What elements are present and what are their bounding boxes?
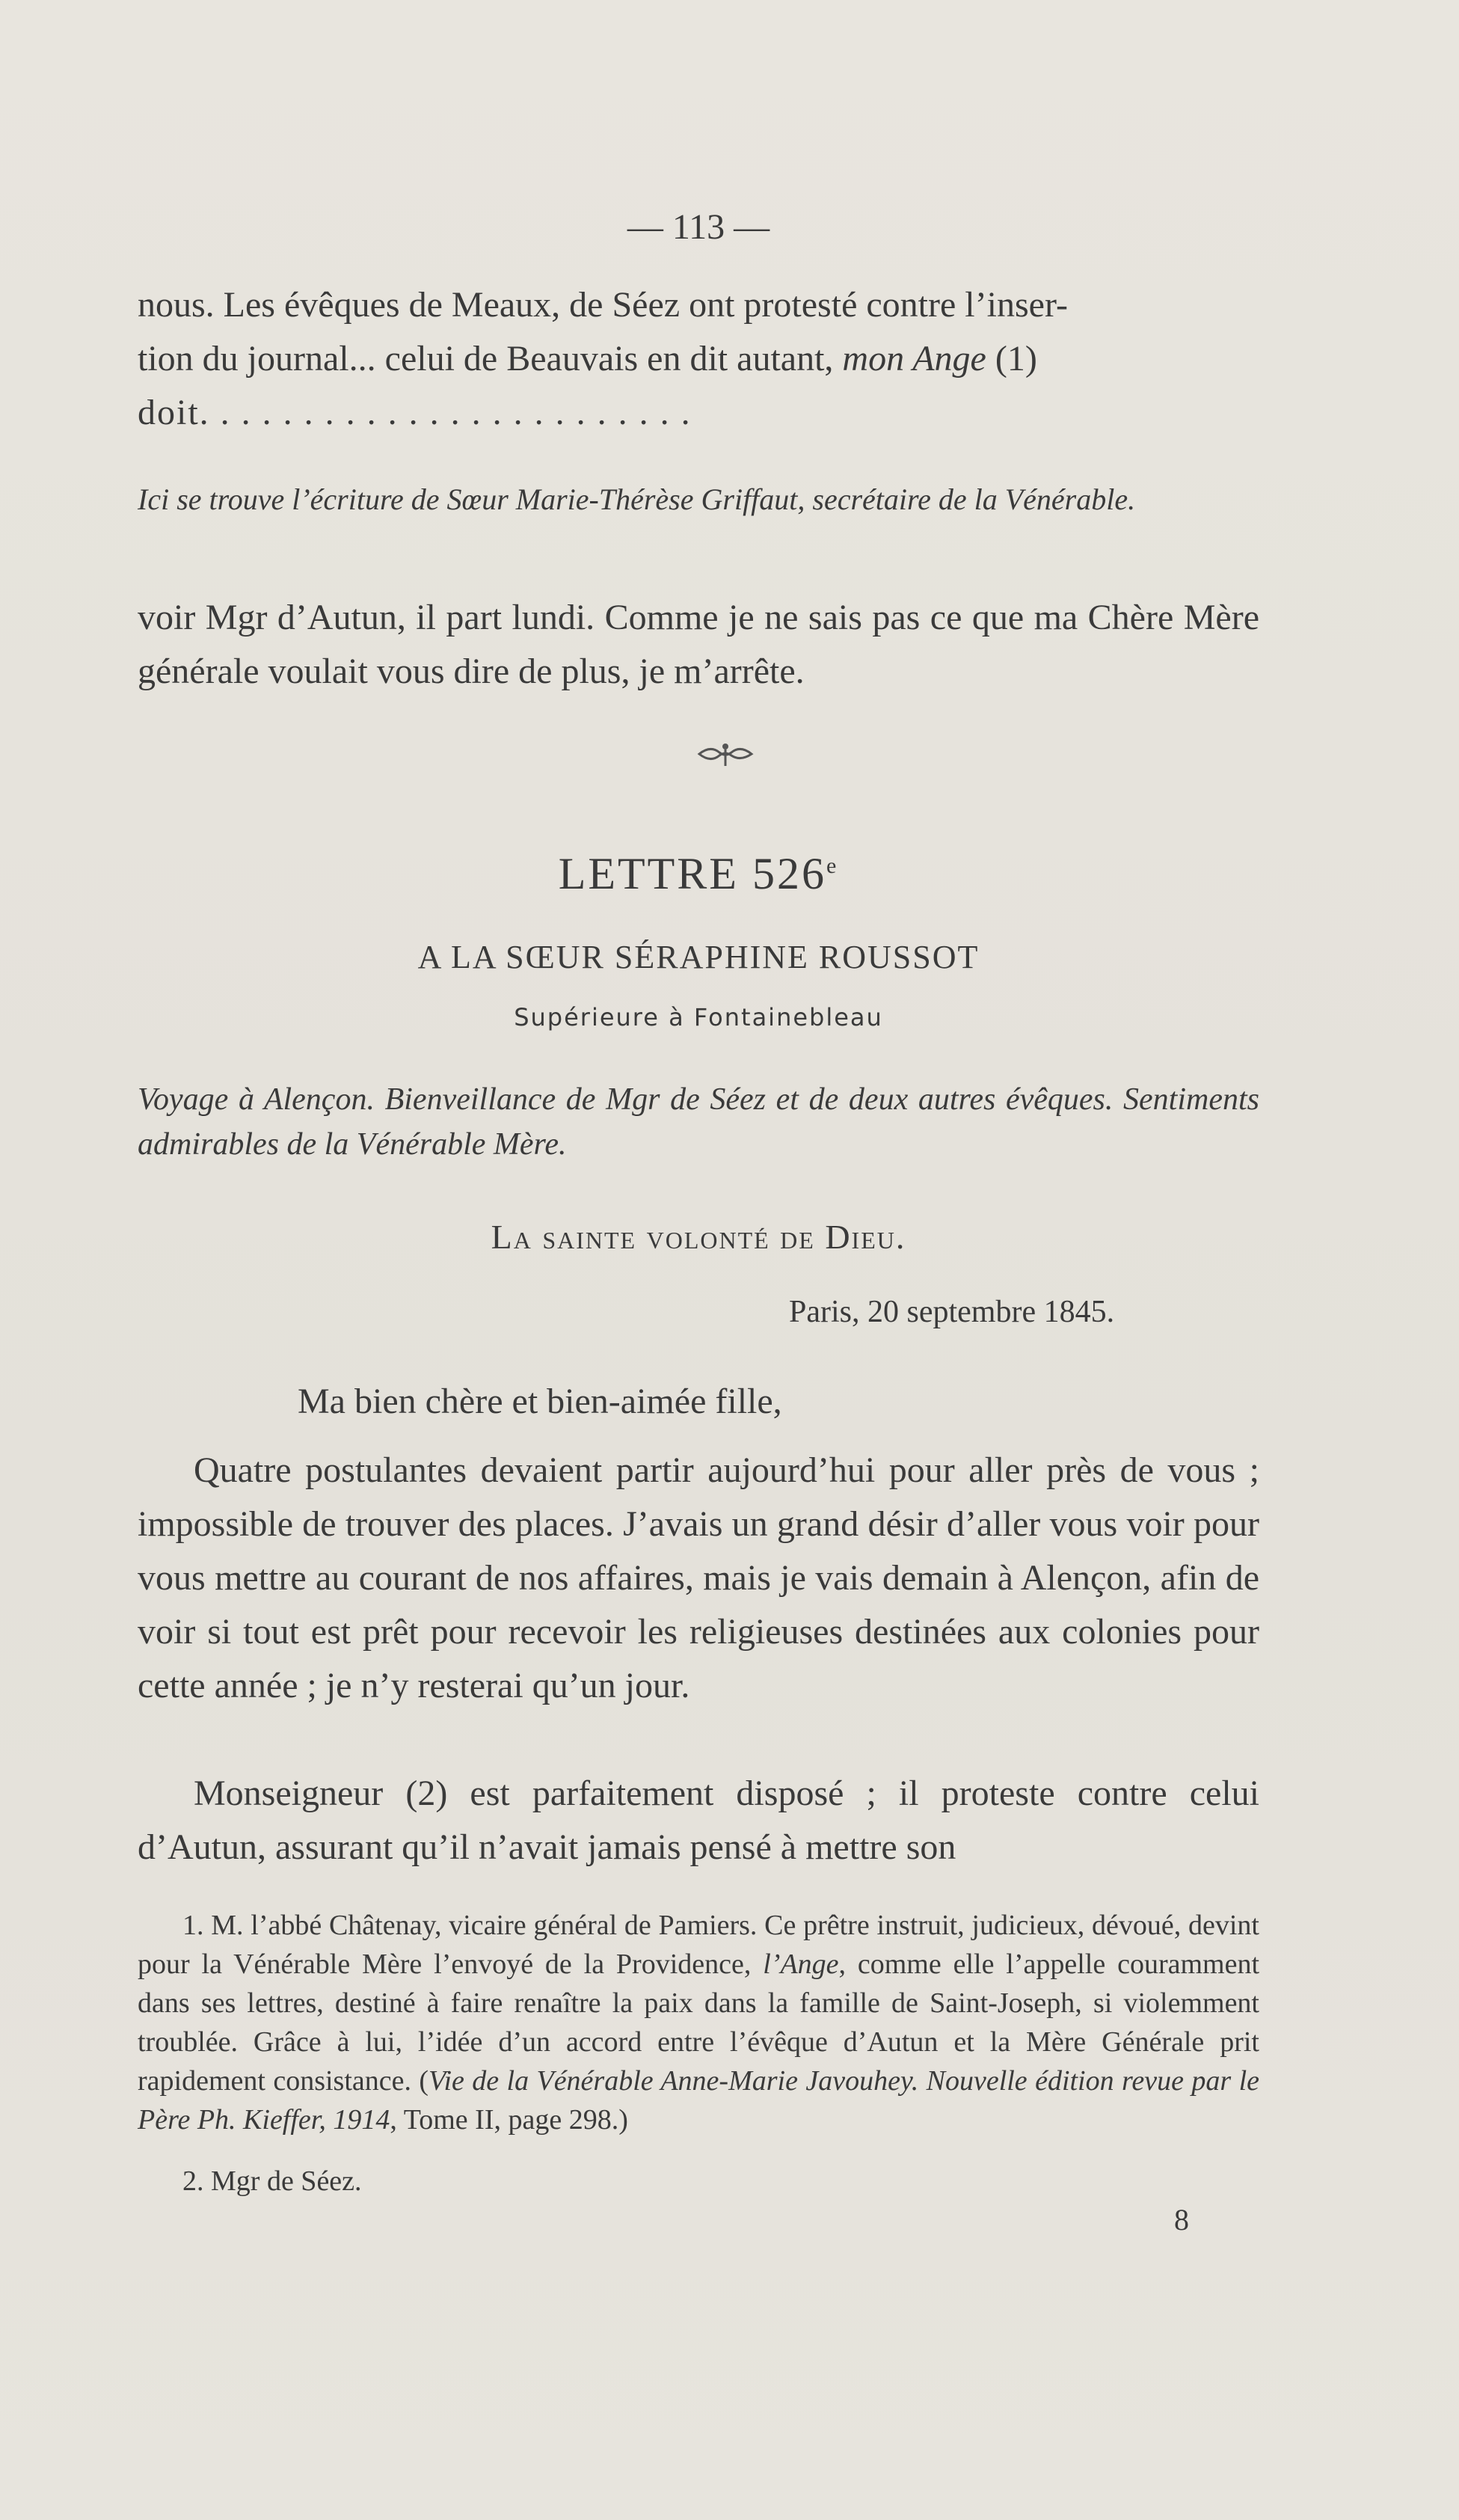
footnote-2: 2. Mgr de Séez. — [182, 2165, 362, 2197]
footnote-1-a: 1. M. l’abbé Châtenay, vicaire général de Pamiers. Ce prêtre instruit, judicieux, dévoué, devint pour la Vénérable Mère l’envoyé de la Providence, — [138, 1910, 1259, 1980]
top-line-2 — [138, 332, 1259, 386]
letter-title-sup: e — [826, 853, 839, 878]
footnote-1-b: , comme elle l’appelle couramment dans ses lettres, destiné à faire renaître la paix dans la famille de Saint-Joseph, si violemment troublée. Grâce à lui, l’idée d’un accord entre l’évêque d’Autun et la Mère Générale prit rapidement consistance. ( — [138, 1949, 1260, 2097]
paragraph-1: Quatre postulantes devaient partir aujourd’hui pour aller près de vous ; impossible de trouver des places. J’avais un grand désir d’aller vous voir pour vous mettre au courant de nos affaires, mais je vais demain à Alençon, afin de voir si tout est prêt pour recevoir les religieuses destinées aux colonies pour cette année ; je n’y resterai qu’un jour. — [138, 1450, 1259, 1705]
top-line-1: nous. Les évêques de Meaux, de Séez ont protesté contre l’inser- — [138, 285, 1068, 325]
salutation: Ma bien chère et bien-aimée fille, — [298, 1382, 782, 1421]
top-line-3: doit. . . . . . . . . . . . . . . . . . . . . . . . — [138, 393, 692, 432]
letter-title-text: LETTRE 526 — [558, 849, 826, 898]
top-line-2-ref: (1) — [995, 339, 1037, 378]
top-paragraph — [138, 278, 1259, 440]
continued-paragraph: voir Mgr d’Autun, il part lundi. Comme je ne sais pas ce que ma Chère Mère générale voulait vous dire de plus, je m’arrête. — [138, 598, 1259, 691]
editor-note: Ici se trouve l’écriture de Sœur Marie-Thérèse Griffaut, secrétaire de la Vénérable. — [138, 482, 1136, 516]
letter-summary: Voyage à Alençon. Bienveillance de Mgr de Séez et de deux autres évêques. Sentiments admirables de la Vénérable Mère. — [138, 1082, 1259, 1162]
recipient-role: Supérieure à Fontainebleau — [514, 1003, 883, 1031]
fleuron-icon — [695, 739, 755, 769]
footnote-1-ange: l’Ange — [763, 1949, 839, 1980]
letter-recipient: A LA SŒUR SÉRAPHINE ROUSSOT — [417, 939, 980, 975]
place-date: Paris, 20 septembre 1845. — [789, 1295, 1115, 1329]
paragraph-2: Monseigneur (2) est parfaitement disposé ; il proteste contre celui d’Autun, assurant qu’il n’avait jamais pensé à mettre son — [138, 1773, 1259, 1867]
invocation: La sainte volonté de Dieu. — [491, 1218, 906, 1256]
footnote-1 — [138, 1906, 1259, 2139]
letter-title — [138, 838, 1259, 902]
top-line-2-text: tion du journal... celui de Beauvais en dit autant, — [138, 339, 834, 378]
footnote-1-cite: Vie de la Vénérable Anne-Marie Javouhey. Nouvelle édition revue par le Père Ph. Kieffer, 1914 — [138, 2065, 1259, 2136]
signature-mark: 8 — [1174, 2203, 1189, 2237]
top-line-2-italic: mon Ange — [842, 339, 986, 378]
footnote-1-c: , Tome II, page 298.) — [390, 2104, 628, 2136]
running-head: — 113 — — [627, 207, 770, 247]
